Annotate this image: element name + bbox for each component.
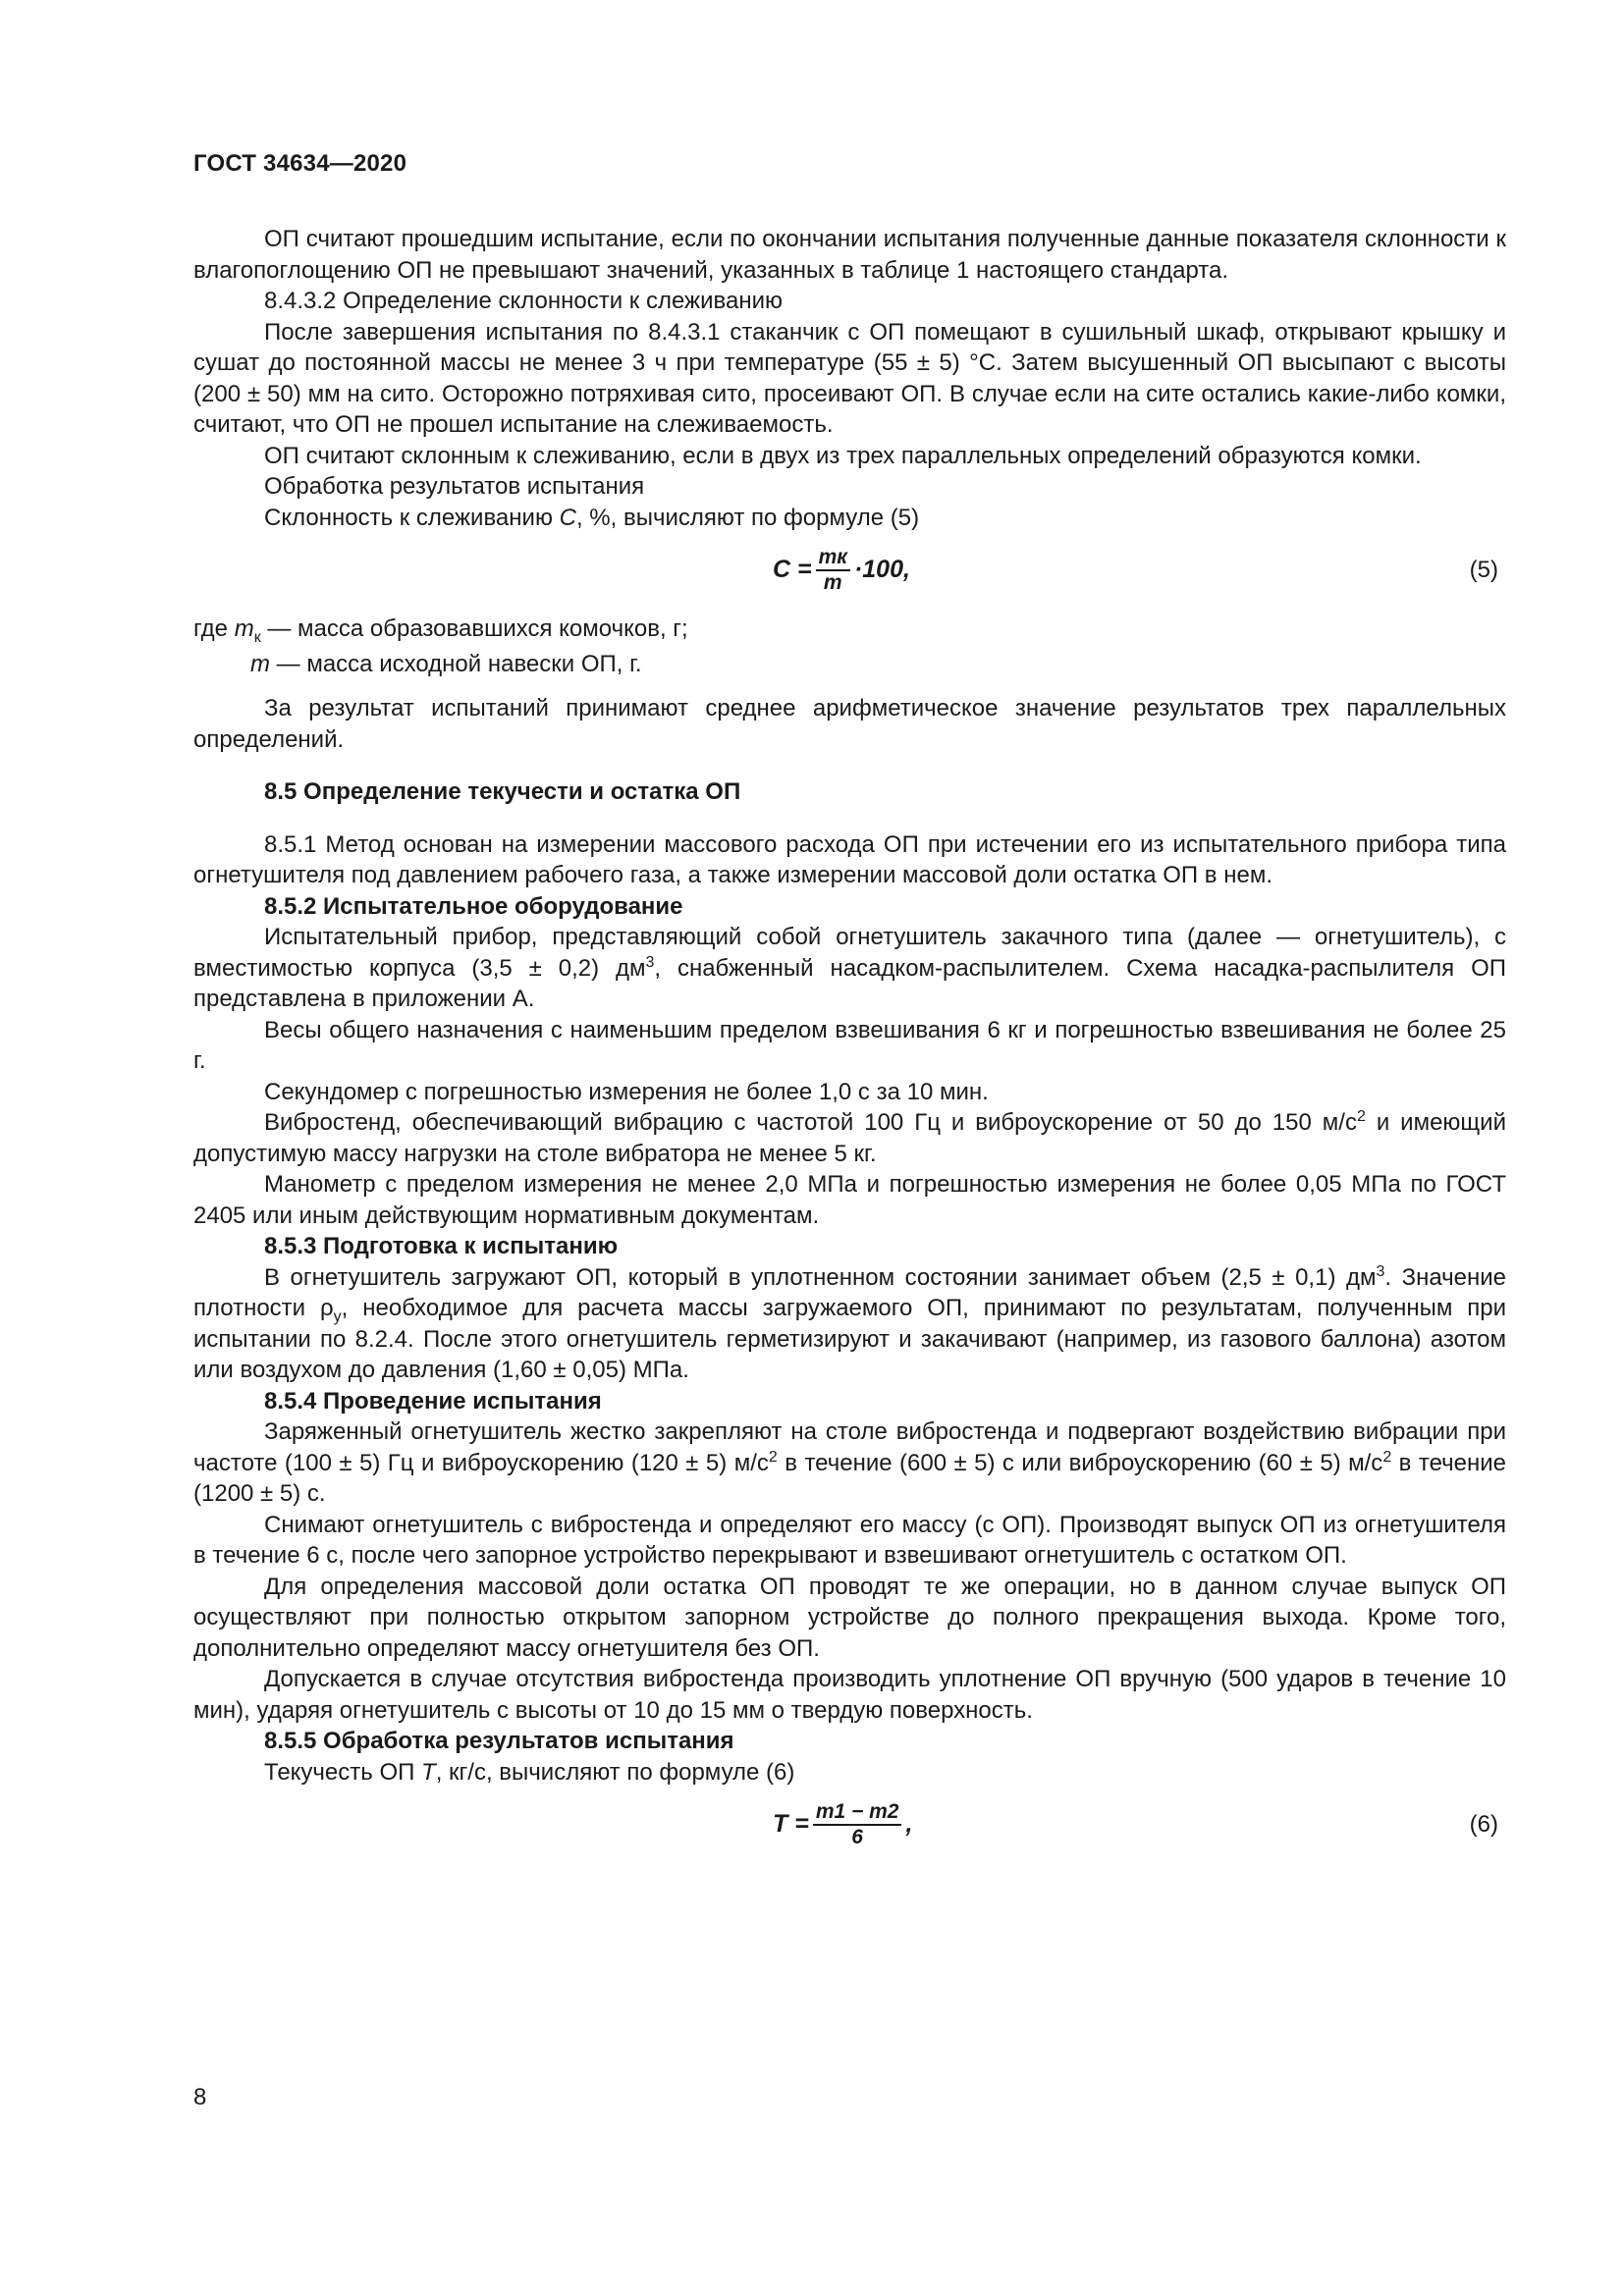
paragraph — [193, 1757, 1506, 1789]
subsection-heading: 8.5.5 Обработка результатов испытания — [264, 1728, 734, 1754]
fraction-denominator: 6 — [851, 1826, 863, 1848]
text-run: , необходимое для расчета массы загружаемого ОП, принимают по результатам, полученным при испытании по 8.2.4. После этого огнетушитель герметизируют и закачивают (например, из газового баллона) азотом или воздухом до давления (1,60 ± 0,05) МПа. — [193, 1295, 1507, 1383]
text-run: , кг/с, вычисляют по формуле (6) — [435, 1758, 795, 1786]
document-header: ГОСТ 34634—2020 — [193, 150, 407, 177]
paragraph: Весы общего назначения с наименьшим пределом взвешивания 6 кг и погрешностью взвешивания не более 25 г. — [193, 1016, 1506, 1074]
paragraph — [193, 922, 1506, 1015]
text-run: Заряженный огнетушитель жестко закрепляют на столе вибростенда и подвергают воздействию вибрации при частоте (100 ± 5) Гц и виброускорению (120 ± 5) м/с — [193, 1418, 1506, 1476]
page-number: 8 — [193, 2084, 207, 2110]
text-run: Испытательный прибор, представляющий собой огнетушитель закачного типа (далее — огнетушитель), с вместимостью корпуса (3,5 ± 0,2) дм — [193, 924, 1506, 982]
fraction-numerator: mк — [816, 546, 850, 571]
variable: m — [234, 615, 254, 642]
text-run: , снабженный насадком-распылителем. Схема насадка-распылителя ОП представлена в приложении А. — [193, 954, 1506, 1012]
superscript: 2 — [768, 1448, 778, 1466]
text-run: в течение (600 ± 5) с или виброускорению (60 ± 5) м/с — [777, 1449, 1383, 1476]
paragraph: ОП считают прошедшим испытание, если по окончании испытания полученные данные показателя склонности к влагопоглощению ОП не превышают значений, указанных в таблице 1 настоящего стандарта. — [193, 226, 1506, 284]
text-run: . Значение плотности ρ — [193, 1263, 1507, 1321]
variable: Т — [421, 1758, 436, 1786]
paragraph: 8.5.1 Метод основан на измерении массового расхода ОП при истечении его из испытательного прибора типа огнетушителя под давлением рабочего газа, а также измерении массовой доли остатка ОП в нем. — [193, 830, 1506, 888]
variable-subscript: к — [253, 628, 261, 646]
paragraph — [193, 1107, 1506, 1169]
formula-expression — [773, 1793, 912, 1856]
text-run: где — [193, 615, 235, 642]
paragraph — [193, 503, 1506, 534]
subsection-heading: 8.5.2 Испытательное оборудование — [264, 892, 683, 920]
formula-rhs: ·100, — [853, 556, 910, 584]
definition-line — [193, 649, 1506, 680]
superscript: 3 — [1376, 1262, 1385, 1280]
formula-rhs: , — [905, 1810, 913, 1839]
subsection-heading: 8.5.3 Подготовка к испытанию — [264, 1233, 619, 1259]
paragraph: За результат испытаний принимают среднее арифметическое значение результатов трех параллельных определений. — [193, 695, 1506, 753]
formula-number: (5) — [1469, 557, 1498, 583]
text-run: — масса образовавшихся комочков, г; — [260, 615, 688, 642]
paragraph: Манометр с пределом измерения не менее 2,0 МПа и погрешностью измерения не более 0,05 МПа по ГОСТ 2405 или иным действующим нормативным документам. — [193, 1171, 1506, 1229]
superscript: 2 — [1356, 1108, 1366, 1125]
text-run: , %, вычисляют по формуле (5) — [575, 504, 920, 531]
paragraph: ОП считают склонным к слеживанию, если в двух из трех параллельных определений образуются комки. — [264, 442, 1422, 469]
subscript: у — [333, 1308, 342, 1325]
text-run: — масса исходной навески ОП, г. — [270, 650, 642, 677]
subsection-heading: 8.4.3.2 Определение склонности к слеживанию — [264, 288, 783, 314]
superscript: 2 — [1382, 1448, 1392, 1466]
formula-number: (6) — [1469, 1811, 1498, 1838]
document-body — [193, 224, 1506, 1868]
paragraph: Секундомер с погрешностью измерения не более 1,0 с за 10 мин. — [264, 1078, 989, 1105]
paragraph: Для определения массовой доли остатка ОП проводят те же операции, но в данном случае выпуск ОП осуществляют при полностью открытом запорном устройстве до полного прекращения выхода. Кроме того, дополнительно определяют массу огнетушителя без ОП. — [193, 1573, 1506, 1662]
fraction-numerator: m1 − m2 — [813, 1800, 902, 1826]
formula-expression — [773, 539, 910, 602]
definition-line — [193, 614, 1506, 645]
subsection-heading: 8.5.4 Проведение испытания — [264, 1387, 602, 1415]
paragraph: Обработка результатов испытания — [264, 473, 645, 500]
text-run: и имеющий допустимую массу нагрузки на столе вибратора не менее 5 кг. — [193, 1109, 1506, 1167]
variable: m — [250, 650, 270, 677]
paragraph: Снимают огнетушитель с вибростенда и определяют его массу (с ОП). Производят выпуск ОП из огнетушителя в течение 6 с, после чего запорное устройство перекрывают и взвешивают огнетушитель с остатком ОП. — [193, 1511, 1506, 1569]
formula-lhs: Т = — [773, 1810, 809, 1839]
section-heading: 8.5 Определение текучести и остатка ОП — [264, 778, 741, 805]
formula-lhs: С = — [773, 556, 812, 584]
variable: С — [559, 504, 576, 531]
paragraph — [193, 1262, 1506, 1386]
paragraph — [193, 1416, 1506, 1510]
superscript: 3 — [645, 953, 655, 971]
text-run: в течение (1200 ± 5) с. — [193, 1449, 1506, 1507]
text-run: Вибростенд, обеспечивающий вибрацию с частотой 100 Гц и виброускорение от 50 до 150 м/с — [264, 1109, 1357, 1136]
text-run: Склонность к слеживанию — [264, 504, 560, 531]
formula-5 — [193, 539, 1506, 602]
fraction-denominator: m — [823, 571, 842, 594]
formula-6 — [193, 1793, 1506, 1856]
paragraph: Допускается в случае отсутствия вибростенда производить уплотнение ОП вручную (500 ударов в течение 10 мин), ударяя огнетушитель с высоты от 10 до 15 мм о твердую поверхность. — [193, 1666, 1506, 1724]
text-run: В огнетушитель загружают ОП, который в уплотненном состоянии занимает объем (2,5 ± 0,1) дм — [264, 1263, 1377, 1291]
text-run: Текучесть ОП — [264, 1758, 422, 1786]
fraction — [816, 546, 850, 595]
fraction — [813, 1800, 902, 1849]
paragraph: После завершения испытания по 8.4.3.1 стаканчик с ОП помещают в сушильный шкаф, открывают крышку и сушат до постоянной массы не менее 3 ч при температуре (55 ± 5) °С. Затем высушенный ОП высыпают с высоты (200 ± 50) мм на сито. Осторожно потряхивая сито, просеивают ОП. В случае если на сите остались какие-либо комки, считают, что ОП не прошел испытание на слеживаемость. — [193, 318, 1506, 438]
